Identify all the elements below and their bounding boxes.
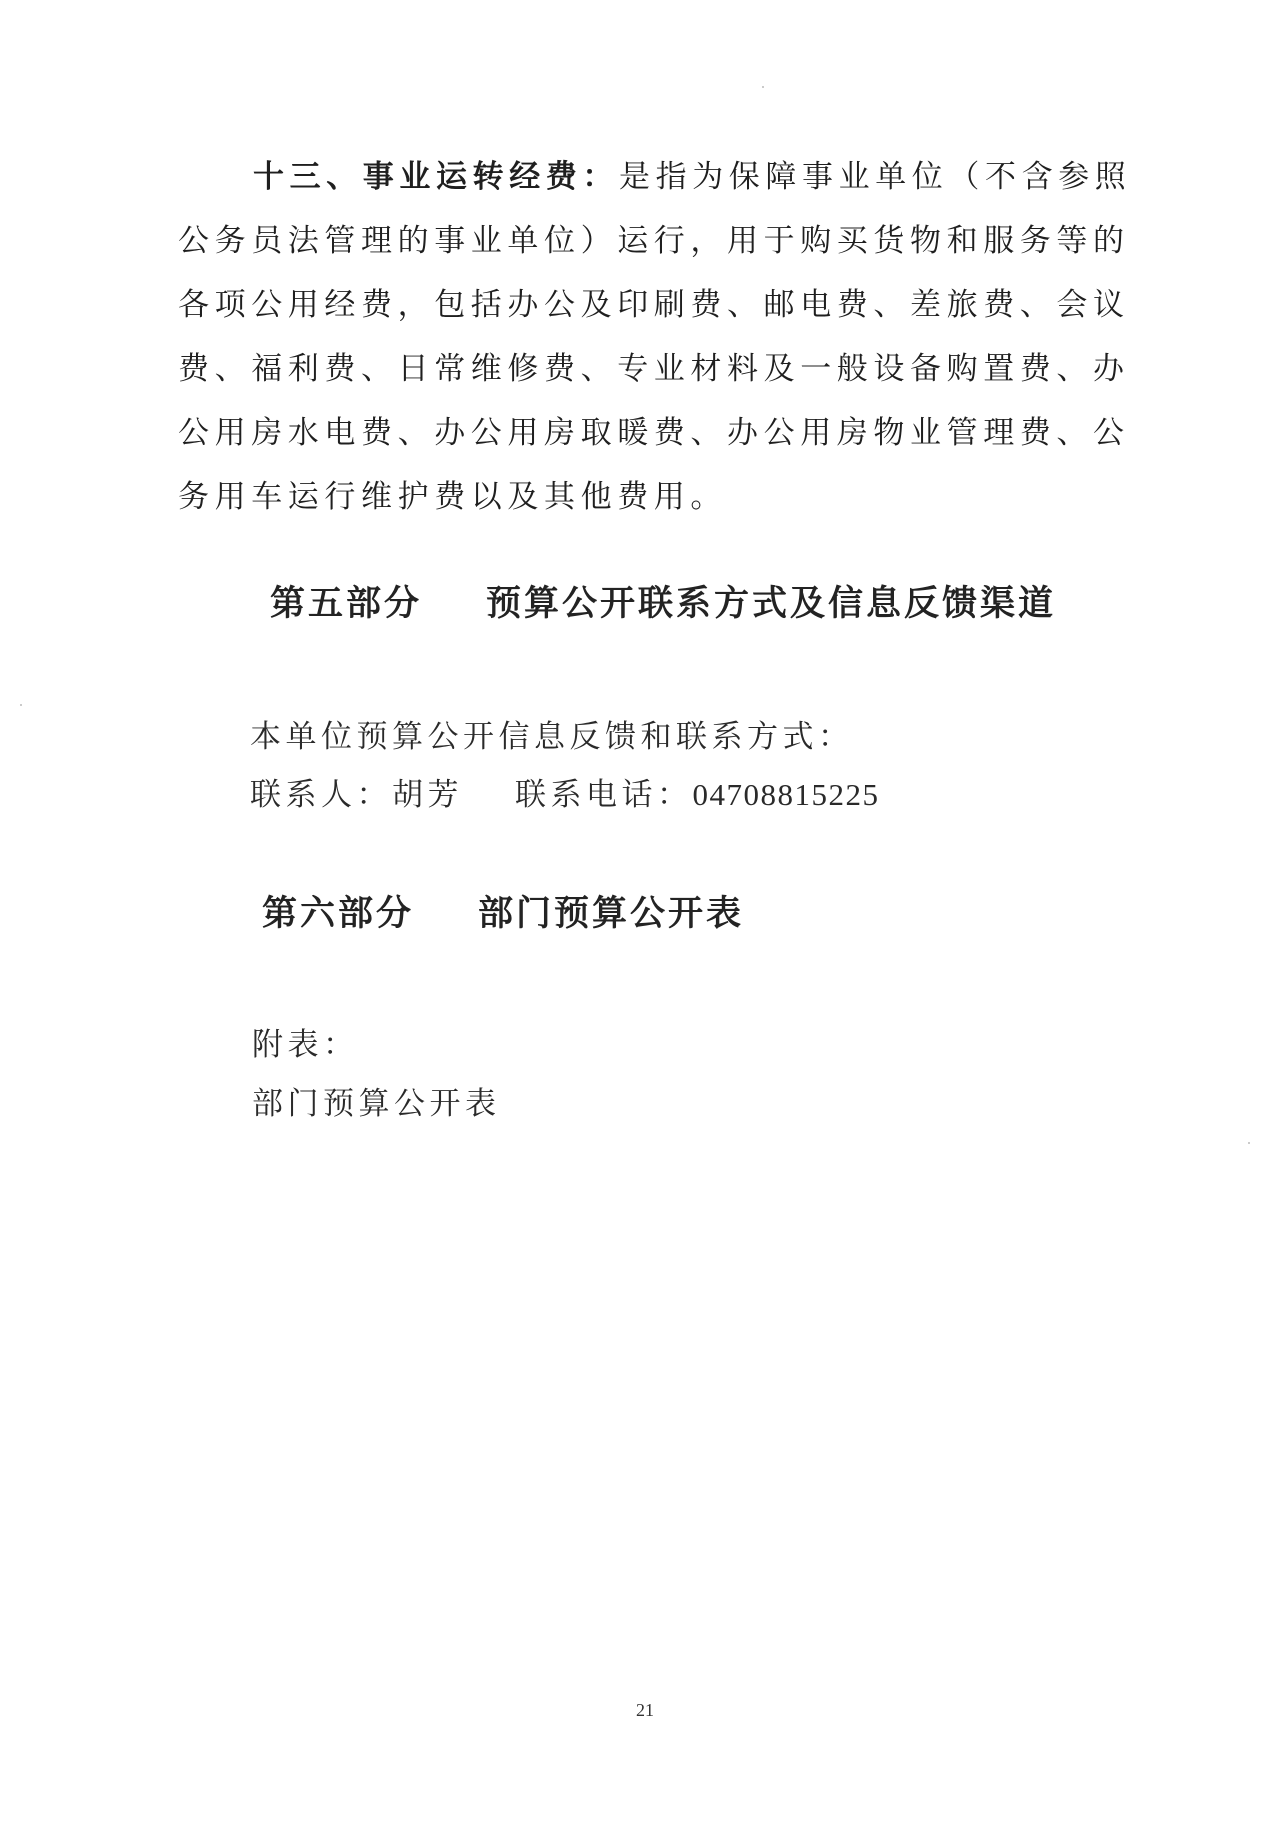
part-label: 第五部分 [270, 583, 423, 624]
attachment-item: 部门预算公开表 [252, 1086, 501, 1122]
paragraph-line: 公用房水电费、办公用房取暖费、办公用房物业管理费、公 [178, 415, 1130, 451]
paragraph-line: 务用车运行维护费以及其他费用。 [178, 479, 727, 515]
paragraph-line: 公务员法管理的事业单位）运行，用于购买货物和服务等的 [178, 223, 1130, 259]
contact-line [250, 769, 880, 814]
phone-number: 04708815225 [692, 777, 880, 812]
contact-intro: 本单位预算公开信息反馈和联系方式： [250, 719, 854, 755]
paragraph-line: 费、福利费、日常维修费、专业材料及一般设备购置费、办 [178, 351, 1130, 387]
part-label: 第六部分 [262, 893, 415, 934]
scan-speck [20, 704, 22, 706]
part-title: 预算公开联系方式及信息反馈渠道 [486, 583, 1057, 624]
paragraph-line: 各项公用经费，包括办公及印刷费、邮电费、差旅费、会议 [178, 287, 1130, 323]
contact-person-label: 联系人： [250, 777, 392, 813]
contact-person-name: 胡芳 [392, 777, 463, 813]
part-title: 部门预算公开表 [478, 893, 745, 934]
scan-speck [1248, 1142, 1250, 1144]
paragraph-line: 十三、事业运转经费：是指为保障事业单位（不含参照 [253, 159, 1132, 195]
phone-label: 联系电话： [515, 777, 693, 813]
part-5-heading [270, 576, 1056, 626]
term-label: 十三、事业运转经费： [253, 159, 619, 195]
scan-speck [762, 86, 764, 88]
part-6-heading [262, 886, 744, 936]
section-13-paragraph [178, 145, 1132, 529]
page-number: 21 [636, 1700, 654, 1720]
attachment-label: 附表： [252, 1027, 359, 1063]
